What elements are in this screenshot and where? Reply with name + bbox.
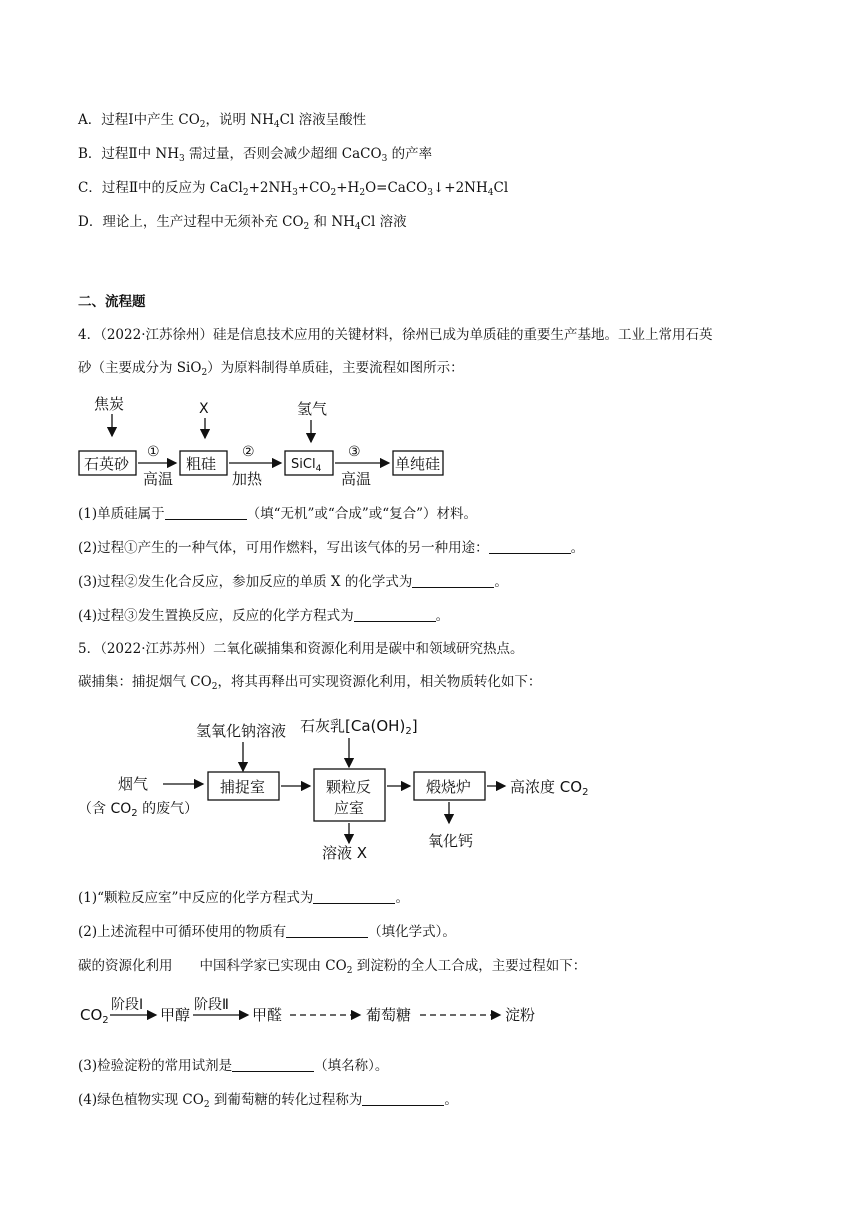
- svg-text:捕捉室: 捕捉室: [220, 778, 266, 796]
- answer-blank[interactable]: [489, 539, 571, 554]
- svg-text:（含 CO2 的废气）: （含 $CO_2$ 的废气）: [78, 801, 199, 819]
- svg-text:溶液 X: 溶液 X: [322, 844, 368, 862]
- q5-resource-line: 碳的资源化利用 中国科学家已实现由 $CO_2$ 到淀粉的全人工合成，主要过程如下：: [78, 958, 587, 976]
- answer-blank[interactable]: [362, 1091, 444, 1106]
- q4-intro-line2: 砂（主要成分为 SiO$_2$）为原料制得单质硅，主要流程如图所示：: [78, 360, 464, 378]
- svg-text:石灰乳[Ca(OH)2]: 石灰乳$[Ca(OH)_2]$: [300, 717, 418, 737]
- answer-blank[interactable]: [412, 573, 494, 588]
- svg-text:甲醇: 甲醇: [160, 1006, 191, 1024]
- starch-synthesis-path: [0, 990, 860, 1035]
- silicon-flow-diagram: [0, 390, 860, 490]
- svg-text:加热: 加热: [232, 470, 263, 488]
- svg-text:颗粒反: 颗粒反: [326, 778, 372, 796]
- svg-text:应室: 应室: [334, 799, 365, 817]
- input-x: X: [199, 401, 209, 417]
- svg-text:石英砂: 石英砂: [84, 455, 130, 473]
- carbon-capture-diagram: [0, 705, 860, 865]
- svg-text:单纯硅: 单纯硅: [395, 455, 441, 473]
- svg-text:葡萄糖: 葡萄糖: [366, 1006, 412, 1024]
- option-b: B．过程Ⅱ中 $NH_3$ 需过量，否则会减少超细 CaCO$_3$ 的产率: [78, 146, 433, 164]
- flue-gas: 烟气: [118, 775, 149, 793]
- option-c: C．过程Ⅱ中的反应为 $CaCl_2+2NH_3+CO_2+H_2O=CaCO_3↓+2NH_4Cl$: [78, 180, 509, 198]
- svg-text:淀粉: 淀粉: [505, 1006, 536, 1024]
- q4-sub4: (4)过程③发生置换反应，反应的化学方程式为 。: [78, 608, 450, 624]
- q5-capture-line: 碳捕集：捕捉烟气 $CO_2$，将其再释出可实现资源化利用，相关物质转化如下：: [78, 674, 542, 692]
- answer-blank[interactable]: [232, 1057, 314, 1072]
- svg-text:粗硅: 粗硅: [186, 455, 217, 473]
- svg-text:SiCl4: SiCl$_4$: [291, 457, 322, 474]
- input-coke: 焦炭: [94, 395, 125, 413]
- svg-text:阶段Ⅱ: 阶段Ⅱ: [194, 997, 229, 1013]
- svg-text:③: ③: [348, 444, 361, 460]
- q5-sub3: (3)检验淀粉的常用试剂是 （填名称）。: [78, 1058, 389, 1074]
- q4-sub3: (3)过程②发生化合反应，参加反应的单质 X 的化学式为 。: [78, 574, 508, 590]
- q5-sub4: (4)绿色植物实现 $CO_2$ 到葡萄糖的转化过程称为 。: [78, 1092, 458, 1110]
- svg-text:②: ②: [242, 444, 255, 460]
- q4-intro-line1: 4．（2022·江苏徐州）硅是信息技术应用的关键材料，徐州已成为单质硅的重要生产基地。工业上常用石英: [78, 327, 713, 343]
- option-a: A．过程Ⅰ中产生 $CO_2$，说明 $NH_4Cl$ 溶液呈酸性: [78, 112, 367, 130]
- svg-text:①: ①: [147, 444, 160, 460]
- svg-text:氧化钙: 氧化钙: [428, 832, 474, 850]
- answer-blank[interactable]: [354, 607, 436, 622]
- svg-text:CO2: $CO_2$: [80, 1006, 109, 1026]
- answer-blank[interactable]: [313, 889, 395, 904]
- svg-text:甲醛: 甲醛: [252, 1006, 283, 1024]
- answer-blank[interactable]: [286, 923, 368, 938]
- svg-text:高浓度 CO2: 高浓度 $CO_2$: [510, 778, 589, 798]
- answer-blank[interactable]: [165, 505, 247, 520]
- svg-text:高温: 高温: [143, 470, 174, 488]
- input-naoh: 氢氧化钠溶液: [196, 722, 287, 740]
- q5-sub1: (1)“颗粒反应室”中反应的化学方程式为 。: [78, 890, 409, 906]
- q5-intro: 5．（2022·江苏苏州）二氧化碳捕集和资源化利用是碳中和领域研究热点。: [78, 641, 524, 657]
- option-d: D．理论上，生产过程中无须补充 $CO_2$ 和 $NH_4Cl$ 溶液: [78, 214, 407, 232]
- section-title: 二、流程题: [78, 294, 146, 310]
- svg-text:高温: 高温: [341, 470, 372, 488]
- q5-sub2: (2)上述流程中可循环使用的物质有 （填化学式）。: [78, 924, 456, 940]
- q4-sub1: (1)单质硅属于 （填“无机”或“合成”或“复合”）材料。: [78, 506, 478, 522]
- input-hydrogen: 氢气: [297, 400, 328, 418]
- q4-sub2: (2)过程①产生的一种气体，可用作燃料，写出该气体的另一种用途： 。: [78, 540, 585, 556]
- svg-text:煅烧炉: 煅烧炉: [426, 778, 472, 796]
- svg-text:阶段Ⅰ: 阶段Ⅰ: [111, 997, 144, 1013]
